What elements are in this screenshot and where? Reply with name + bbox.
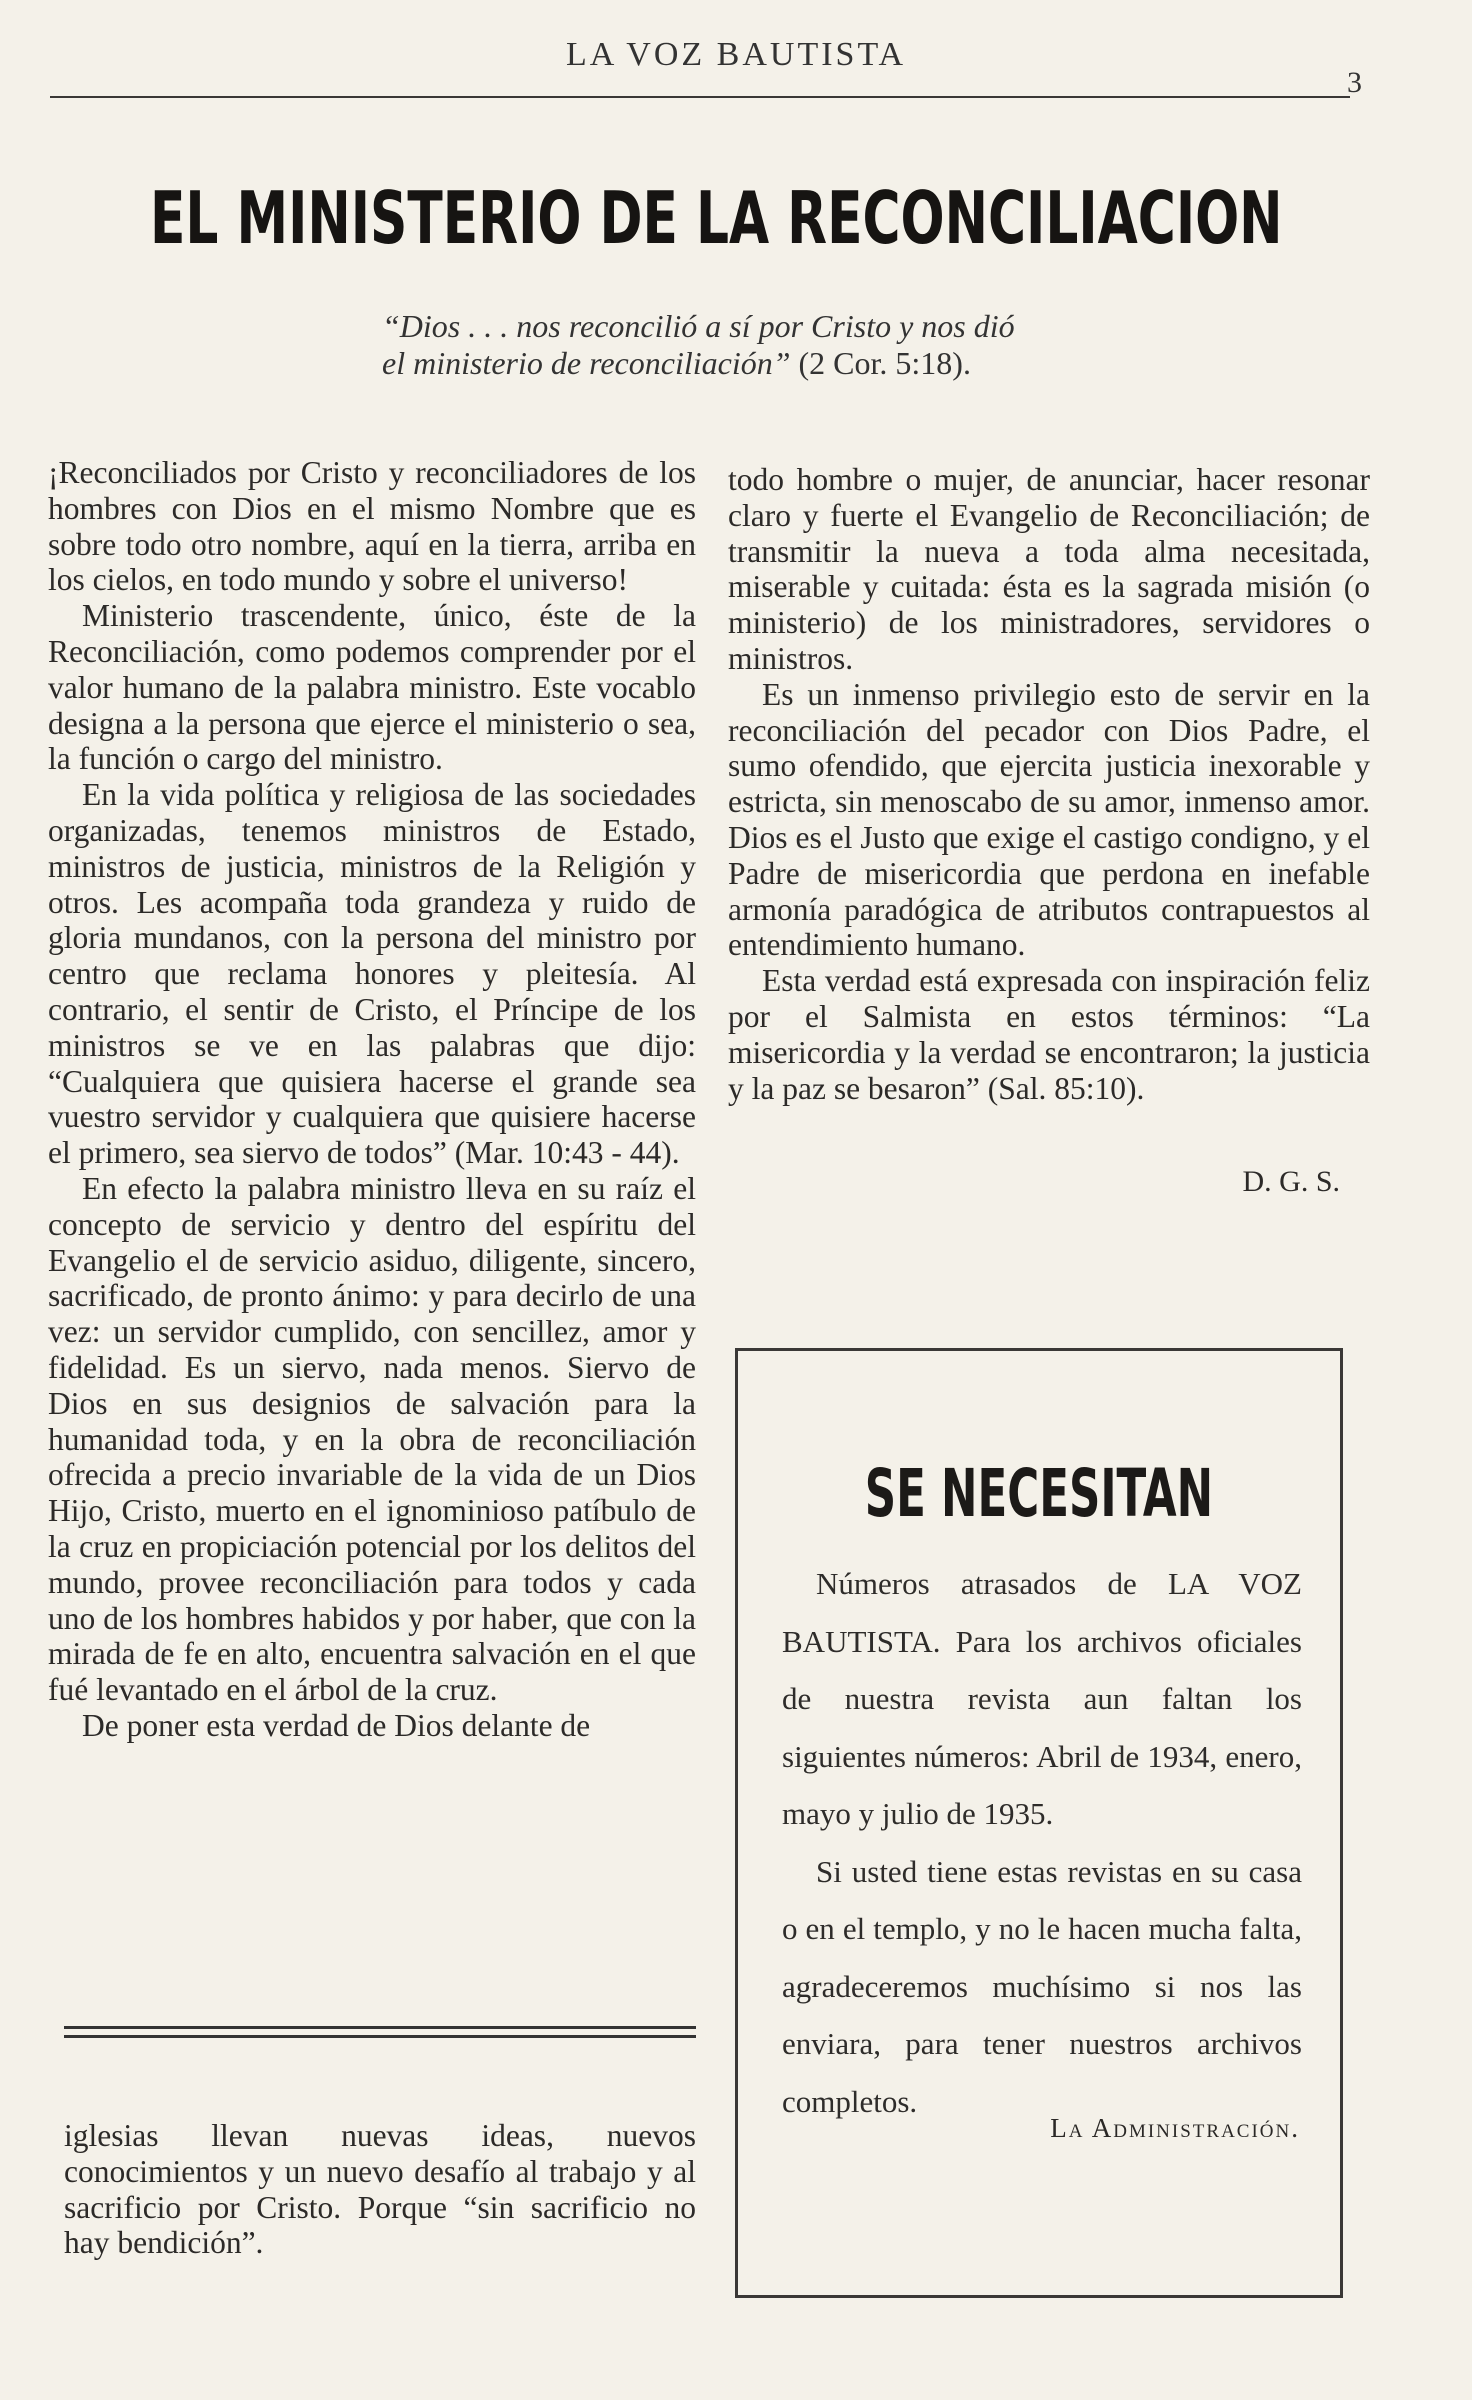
paragraph: ¡Reconciliados por Cristo y reconciliadores de los hombres con Dios en el mismo Nombre que es sobre todo otro nombre, aquí en la tierra, arriba en los cielos, en todo mundo y sobre el universo!: [48, 455, 696, 598]
header-rule: [50, 96, 1350, 98]
notice-body: [782, 1555, 1302, 2130]
article-column-right: [728, 462, 1370, 1200]
paragraph: Si usted tiene estas revistas en su casa o en el templo, y no le hacen mucha falta, agradeceremos muchísimo si nos las enviara, para tener nuestros archivos completos.: [782, 1853, 1302, 2119]
section-double-rule: [64, 2026, 696, 2038]
paragraph: De poner esta verdad de Dios delante de: [82, 1707, 591, 1743]
paragraph: Esta verdad está expresada con inspiración feliz por el Salmista en estos términos: “La misericordia y la verdad se encontraron; la justicia y la paz se besaron” (Sal. 85:10).: [728, 963, 1370, 1106]
paragraph: Números atrasados de LA VOZ BAUTISTA. Para los archivos oficiales de nuestra revista aun faltan los siguientes números: Abril de 1934, enero, mayo y julio de 1935.: [782, 1566, 1302, 1831]
article-column-left: [48, 455, 696, 1744]
notice-box: [735, 1348, 1343, 2298]
epigraph-quote: “Dios . . . nos reconcilió a sí por Cristo y nos dió el ministerio de reconciliación”: [382, 308, 1015, 381]
article-signature: D. G. S.: [1242, 1165, 1340, 1199]
notice-title: SE NECESITAN: [864, 1455, 1214, 1532]
article-title: EL MINISTERIO DE LA RECONCILIACION: [150, 176, 1283, 260]
paragraph: todo hombre o mujer, de anunciar, hacer resonar claro y fuerte el Evangelio de Reconciliación; de transmitir la nueva a toda alma necesitada, miserable y cuitada: ésta es la sagrada misión (o ministerio) de los ministradores, servidores o ministros.: [728, 462, 1370, 676]
paragraph: Ministerio trascendente, único, éste de la Reconciliación, como podemos comprender por el valor humano de la palabra ministro. Este vocablo designa a la persona que ejerce el ministerio o sea, la función o cargo del ministro.: [48, 598, 696, 777]
epigraph-citation: (2 Cor. 5:18).: [798, 345, 971, 381]
paragraph: En la vida política y religiosa de las sociedades organizadas, tenemos ministros de Estado, ministros de justicia, ministros de la Religión y otros. Les acompaña toda grandeza y ruido de gloria mundanos, con la persona del ministro por centro que reclama honores y pleitesía. Al contrario, el sentir de Cristo, el Príncipe de los ministros se ve en las palabras que dijo: “Cualquiera que quisiera hacerse el grande sea vuestro servidor y cualquiera que quisiere hacerse el primero, sea siervo de todos” (Mar. 10:43 - 44).: [48, 777, 696, 1171]
running-head: LA VOZ BAUTISTA: [565, 36, 907, 73]
paragraph: Es un inmenso privilegio esto de servir en la reconciliación del pecador con Dios Padre, el sumo ofendido, que ejercita justicia inexorable y estricta, sin menoscabo de su amor, inmenso amor. Dios es el Justo que exige el castigo condigno, y el Padre de misericordia que perdona en inefable armonía paradógica de atributos contrapuestos al entendimiento humano.: [728, 676, 1370, 963]
page-number: 3: [1347, 66, 1362, 99]
paragraph: iglesias llevan nuevas ideas, nuevos conocimientos y un nuevo desafío al trabajo y al sacrificio por Cristo. Porque “sin sacrificio no hay bendición”.: [64, 2118, 696, 2261]
paragraph: En efecto la palabra ministro lleva en su raíz el concepto de servicio y dentro del espíritu del Evangelio el de servicio asiduo, diligente, sincero, sacrificado, de pronto ánimo: y para decirlo de una vez: un servidor cumplido, con sencillez, amor y fidelidad. Es un siervo, nada menos. Siervo de Dios en sus designios de salvación para la humanidad toda, y en la obra de reconciliación ofrecida a precio invariable de la vida de un Dios Hijo, Cristo, muerto en el ignominioso patíbulo de la cruz en propiciación potencial por los delitos del mundo, provee reconciliación para todos y cada uno de los hombres habidos y por haber, que con la mirada de fe en alto, encuentra salvación en el que fué levantado en el árbol de la cruz.: [48, 1170, 696, 1708]
epigraph: [382, 308, 1022, 382]
continuation-text: [64, 2118, 696, 2261]
notice-signature: La Administración.: [1050, 2113, 1300, 2143]
